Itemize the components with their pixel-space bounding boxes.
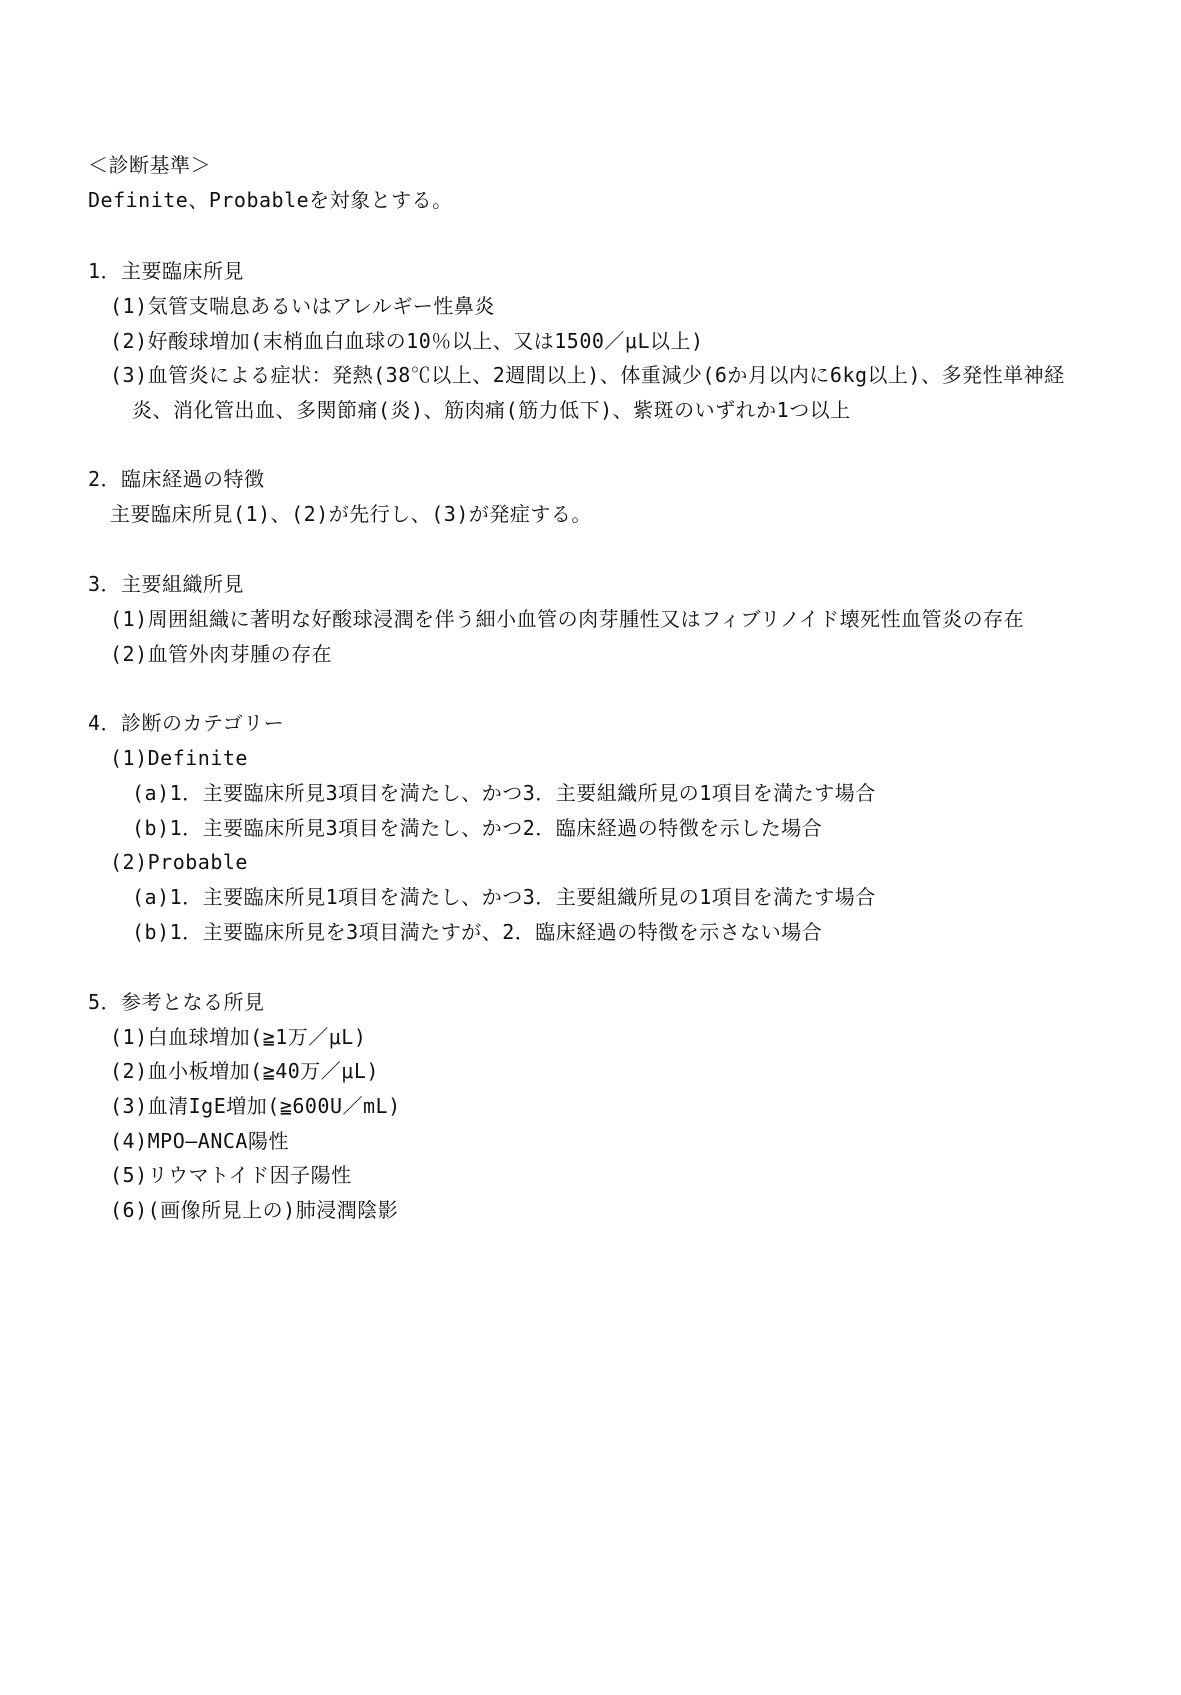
- list-item: (2)血管外肉芽腫の存在: [110, 642, 333, 666]
- sub-list-item: (b)1．主要臨床所見を3項目満たすが、2．臨床経過の特徴を示さない場合: [132, 920, 823, 944]
- list-item: (3)血清IgE増加(≧600U／mL): [110, 1094, 401, 1118]
- sub-list-item: (b)1．主要臨床所見3項目を満たし、かつ2．臨床経過の特徴を示した場合: [132, 816, 823, 840]
- sub-list-item: (a)1．主要臨床所見3項目を満たし、かつ3．主要組織所見の1項目を満たす場合: [132, 781, 876, 805]
- list-item: (3)血管炎による症状：発熱(38℃以上、2週間以上)、体重減少(6か月以内に6kg以上)、多発性単神経: [110, 363, 1065, 387]
- list-item: (2)血小板増加(≧40万／μL): [110, 1059, 379, 1083]
- document-heading: ＜診断基準＞: [88, 153, 211, 177]
- list-item: (1)白血球増加(≧1万／μL): [110, 1025, 367, 1049]
- sub-list-item: (a)1．主要臨床所見1項目を満たし、かつ3．主要組織所見の1項目を満たす場合: [132, 885, 876, 909]
- section-title: 3．主要組織所見: [88, 572, 245, 596]
- list-item: (2)好酸球増加(末梢血白血球の10％以上、又は1500／μL以上): [110, 329, 704, 353]
- section-title: 2．臨床経過の特徴: [88, 467, 265, 491]
- list-item: (1)気管支喘息あるいはアレルギー性鼻炎: [110, 294, 495, 318]
- section-title: 1．主要臨床所見: [88, 259, 245, 283]
- list-item: (4)MPO―ANCA陽性: [110, 1129, 289, 1153]
- list-item: (2)Probable: [110, 850, 248, 874]
- list-item-continuation: 炎、消化管出血、多関節痛(炎)、筋肉痛(筋力低下)、紫斑のいずれか1つ以上: [132, 398, 851, 422]
- list-item: (5)リウマトイド因子陽性: [110, 1163, 352, 1187]
- list-item: 主要臨床所見(1)、(2)が先行し、(3)が発症する。: [110, 502, 592, 526]
- intro-text: Definite、Probableを対象とする。: [88, 188, 453, 212]
- section-title: 4．診断のカテゴリー: [88, 711, 285, 735]
- section-title: 5．参考となる所見: [88, 990, 265, 1014]
- list-item: (6)(画像所見上の)肺浸潤陰影: [110, 1198, 399, 1222]
- list-item: (1)Definite: [110, 746, 248, 770]
- list-item: (1)周囲組織に著明な好酸球浸潤を伴う細小血管の肉芽腫性又はフィブリノイド壊死性血管炎の存在: [110, 607, 1025, 631]
